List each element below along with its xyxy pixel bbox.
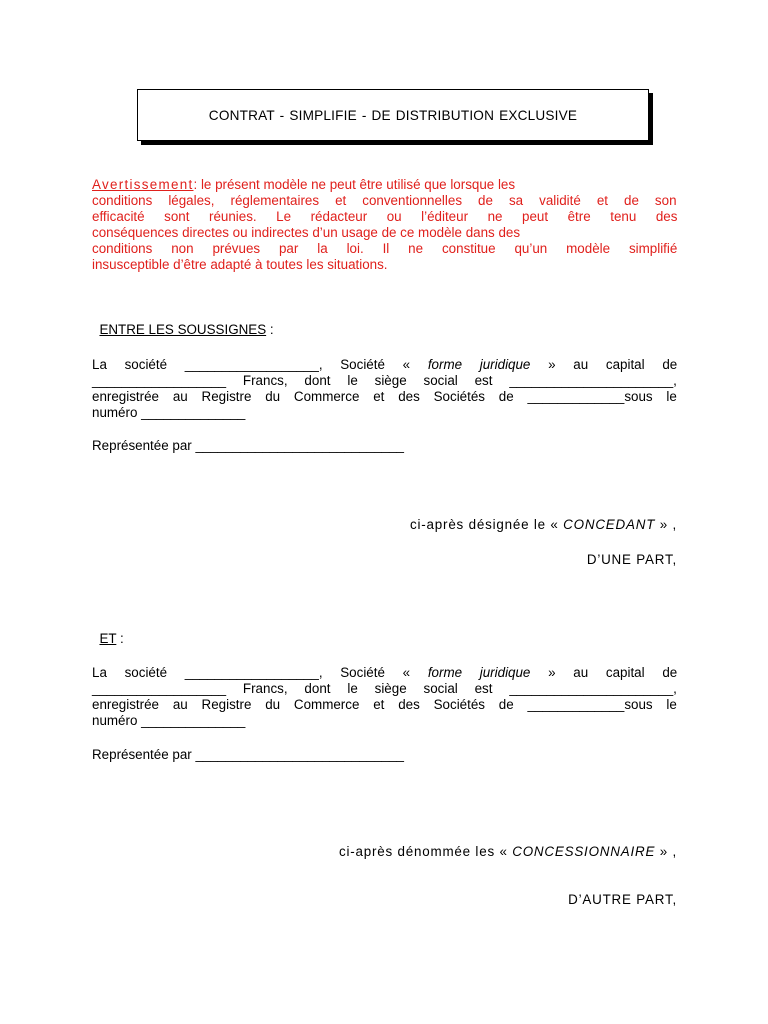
section-heading-et: ET : xyxy=(99,631,124,646)
warning-line-2: conditions légales, réglementaires et conventionnelles de sa validité et de son xyxy=(92,193,677,208)
party2-line-2: __________________ Francs, dont le siège social est ______________________, xyxy=(92,681,677,696)
warning-label: Avertissement xyxy=(92,177,194,192)
party1-line-4: numéro ______________ xyxy=(92,405,246,420)
party2-designation: ci-après dénommée les « CONCESSIONNAIRE » , xyxy=(338,844,677,859)
party2-line-4: numéro ______________ xyxy=(92,713,246,728)
document-title-box xyxy=(137,89,649,141)
party2-representative: Représentée par ____________________________ xyxy=(92,747,404,762)
warning-line-3: efficacité sont réunies. Le rédacteur ou l’éditeur ne peut être tenu des xyxy=(92,209,678,224)
section-heading-entre: ENTRE LES SOUSSIGNES : xyxy=(99,322,274,337)
party1-paragraph xyxy=(92,357,677,421)
party2-side: D’AUTRE PART, xyxy=(568,892,677,907)
party1-representative: Représentée par ____________________________ xyxy=(92,438,404,453)
party1-line-3: enregistrée au Registre du Commerce et des Sociétés de _____________sous le xyxy=(92,389,677,404)
party1-designation: ci-après désignée le « CONCEDANT » , xyxy=(410,517,677,532)
party1-side: D’UNE PART, xyxy=(586,552,677,567)
party2-line-1: La société __________________, Société « forme juridique » au capital de xyxy=(92,665,678,680)
warning-line-6: insusceptible d’être adapté à toutes les situations. xyxy=(92,257,388,272)
warning-paragraph xyxy=(92,177,677,273)
party1-line-2: __________________ Francs, dont le siège social est ______________________, xyxy=(92,373,677,388)
party1-line-1: La société __________________, Société « forme juridique » au capital de xyxy=(92,357,678,372)
document-title: CONTRAT - SIMPLIFIE - DE DISTRIBUTION EXCLUSIVE xyxy=(208,107,578,123)
warning-line-5: conditions non prévues par la loi. Il ne constitue qu’un modèle simplifié xyxy=(92,241,678,256)
warning-line-4: conséquences directes ou indirectes d’un usage de ce modèle dans des xyxy=(92,225,521,240)
party2-line-3: enregistrée au Registre du Commerce et des Sociétés de _____________sous le xyxy=(92,697,677,712)
warning-line-1: Avertissement: le présent modèle ne peut être utilisé que lorsque les xyxy=(92,177,516,192)
party2-paragraph xyxy=(92,665,677,729)
